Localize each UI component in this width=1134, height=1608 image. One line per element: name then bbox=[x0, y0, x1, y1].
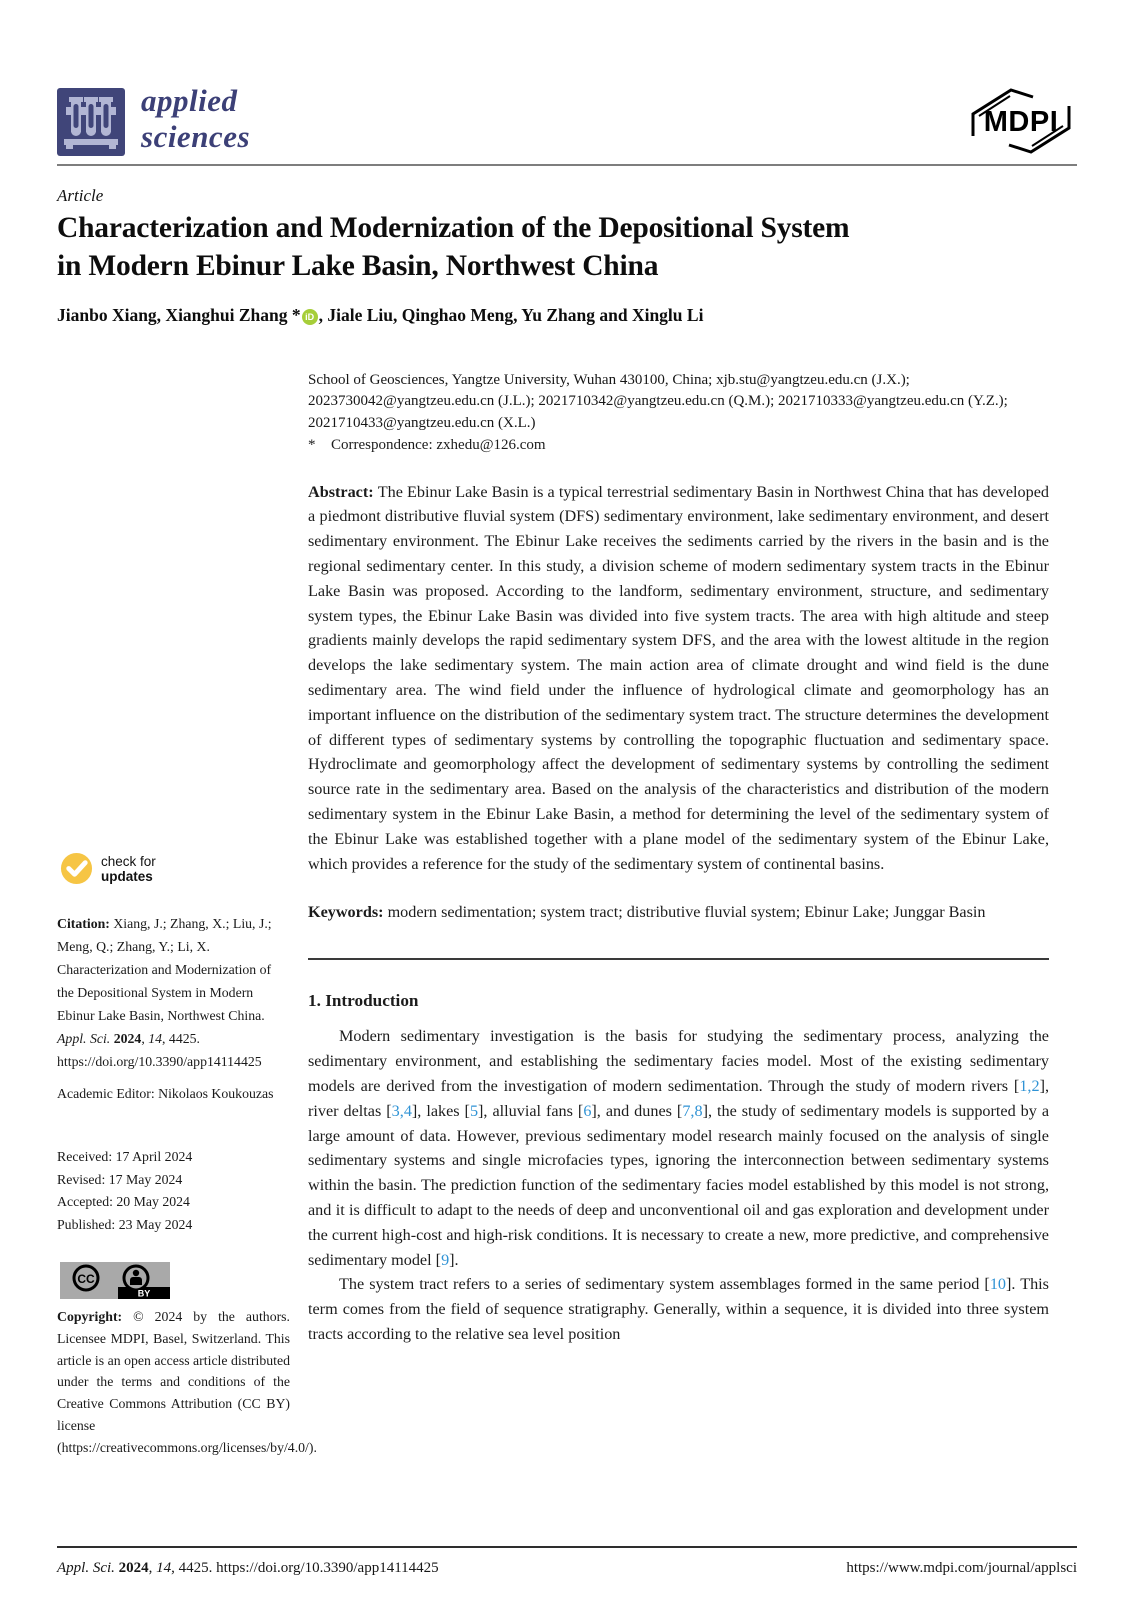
main-column bbox=[308, 370, 1049, 1347]
journal-name-line1: applied bbox=[141, 83, 238, 118]
accepted-date: Accepted: 20 May 2024 bbox=[57, 1194, 190, 1209]
intro-paragraph-2: The system tract refers to a series of sedimentary system assemblages formed in the same period [10]. This term comes from the field of sequence stratigraphy. Generally, within a sequence, it is divided into three system tracts according to the relative sea level position bbox=[308, 1275, 1049, 1343]
orcid-icon[interactable]: iD bbox=[302, 309, 318, 325]
authors-after: , Jiale Liu, Qinghao Meng, Yu Zhang and Xinglu Li bbox=[318, 305, 704, 325]
abstract-paragraph: Abstract: The Ebinur Lake Basin is a typical terrestrial sedimentary Basin in Northwest China that has developed a piedmont distributive fluvial system (DFS) sedimentary environment, lake sedimentary environment, and desert sedimentary environment. The Ebinur Lake receives the sediments carried by the rivers in the basin and is the regional sedimentary center. In this study, a division scheme of modern sedimentary system tracts in the Ebinur Lake Basin was proposed. According to the landform, sedimentary environment, structure, and sedimentary system types, the Ebinur Lake Basin was divided into five system tracts. The area with high altitude and steep gradients mainly develops the rapid sedimentary system DFS, and the area with the lowest altitude in the region develops the lake sedimentary system. The main action area of climate drought and wind field is the dune sedimentary area. The wind field under the influence of hydrological climate and geomorphology has an important influence on the distribution of the sedimentary system tract. The structure determines the development of different types of sedimentary systems by controlling the topographic fluctuation and sedimentary space. Hydroclimate and geomorphology affect the development of sedimentary systems by controlling the sediment source rate in the sedimentary area. Based on the analysis of the characteristics and distribution of the modern sedimentary system in the Ebinur Lake Basin, a method for determining the level of the sedimentary system of the Ebinur Lake was established together with a plane model of the sedimentary system of the Ebinur Lake, which provides a reference for the study of the sedimentary system of continental basins. bbox=[308, 482, 1049, 873]
header-divider bbox=[57, 164, 1077, 166]
footer-journal-url: https://www.mdpi.com/journal/applsci bbox=[846, 1560, 1077, 1576]
page-title bbox=[57, 209, 1067, 285]
footer-citation: Appl. Sci. 2024, 14, 4425. https://doi.org/10.3390/app14114425 bbox=[57, 1560, 439, 1576]
title-line-2: in Modern Ebinur Lake Basin, Northwest China bbox=[57, 250, 659, 282]
footer-divider bbox=[57, 1546, 1077, 1548]
affiliation-text: School of Geosciences, Yangtze University, Wuhan 430100, China; xjb.stu@yangtzeu.edu.cn (J.X.); 2023730042@yangtzeu.edu.cn (J.L.); 2021710342@yangtzeu.edu.cn (Q.M.); 2021710333@yangtzeu.edu.cn (Y.Z.); 2021710433@yangtzeu.edu.cn (X.L.) bbox=[308, 372, 1008, 431]
citation-ref[interactable]: 7,8 bbox=[682, 1101, 703, 1120]
correspondence-text: Correspondence: zxhedu@126.com bbox=[331, 437, 546, 454]
citation-ref[interactable]: 9 bbox=[441, 1250, 450, 1269]
academic-editor-block: Academic Editor: Nikolaos Koukouzas bbox=[57, 1086, 274, 1101]
copyright-block: Copyright: © 2024 by the authors. Licensee MDPI, Basel, Switzerland. This article is an open access article distributed under the terms and conditions of the Creative Commons Attribution (CC BY) license (https://creativecommons.org/licenses/by/4.0/). bbox=[57, 1309, 317, 1455]
intro-paragraph-1: Modern sedimentary investigation is the basis for studying the sedimentary process, analyzing the sedimentary environment, and establishing the sedimentary facies model. Most of the existing sedimentary models are derived from the investigation of modern sedimentation. Through the study of modern rivers [1,2], river deltas [3,4], lakes [5], alluvial fans [6], and dunes [7,8], the study of sedimentary models is supported by a large amount of data. However, previous sedimentary model research mainly focused on the analysis of single sedimentary systems and single microfacies types, ignoring the interconnection between sedimentary systems within the basin. The prediction function of the sedimentary facies model established by this model is not strong, and it is difficult to adapt to the needs of deep and unconventional oil and gas exploration and development under the current high-cost and high-risk conditions. It is necessary to create a new, more predictive, and comprehensive sedimentary model [9]. bbox=[308, 1027, 1050, 1269]
svg-text:CC: CC bbox=[77, 1272, 95, 1286]
keywords-line: Keywords: modern sedimentation; system tract; distributive fluvial system; Ebinur Lake; Junggar Basin bbox=[308, 903, 986, 922]
check-label-line1: check for bbox=[101, 853, 156, 869]
by-label: BY bbox=[137, 1288, 151, 1299]
authors-line bbox=[57, 305, 703, 326]
published-date: Published: 23 May 2024 bbox=[57, 1216, 193, 1232]
person-icon bbox=[124, 1266, 148, 1290]
section-divider bbox=[308, 958, 1049, 959]
cc-icon bbox=[74, 1266, 98, 1290]
cc-by-license-badge[interactable] bbox=[60, 1262, 170, 1299]
check-for-updates-badge[interactable] bbox=[60, 852, 156, 885]
citation-ref[interactable]: 6 bbox=[583, 1101, 592, 1120]
citation-ref[interactable]: 10 bbox=[989, 1275, 1006, 1294]
journal-name-line2: sciences bbox=[141, 119, 251, 154]
revised-date: Revised: 17 May 2024 bbox=[57, 1171, 183, 1187]
citation-ref[interactable]: 3,4 bbox=[391, 1101, 412, 1120]
citation-ref[interactable]: 1,2 bbox=[1019, 1076, 1040, 1095]
journal-name bbox=[141, 83, 250, 155]
received-date: Received: 17 April 2024 bbox=[57, 1149, 193, 1164]
correspondence-line bbox=[308, 435, 1049, 456]
history-dates-block bbox=[57, 1146, 290, 1236]
article-type-label: Article bbox=[57, 186, 104, 205]
check-for-updates-label bbox=[101, 854, 156, 884]
citation-ref[interactable]: 5 bbox=[469, 1101, 479, 1120]
citation-block: Citation: Xiang, J.; Zhang, X.; Liu, J.; Meng, Q.; Zhang, Y.; Li, X. Characterization and Modernization of the Depositional System in Modern Ebinur Lake Basin, Northwest China. Appl. Sci. 2024, 14, 4425. https://doi.org/10.3390/app14114425 bbox=[57, 916, 272, 1069]
correspondence-marker: * bbox=[308, 437, 316, 454]
check-label-line2: updates bbox=[101, 868, 153, 884]
check-icon bbox=[60, 852, 93, 885]
title-line-1: Characterization and Modernization of the Depositional System bbox=[57, 212, 850, 244]
section-heading-introduction: 1. Introduction bbox=[308, 990, 419, 1010]
journal-logo[interactable] bbox=[57, 88, 125, 156]
authors-before: Jianbo Xiang, Xianghui Zhang * bbox=[57, 305, 301, 325]
mdpi-wordmark: MDPI bbox=[983, 106, 1059, 138]
mdpi-logo[interactable] bbox=[963, 80, 1079, 162]
footer bbox=[57, 1560, 1077, 1577]
test-tubes-icon bbox=[57, 88, 125, 156]
